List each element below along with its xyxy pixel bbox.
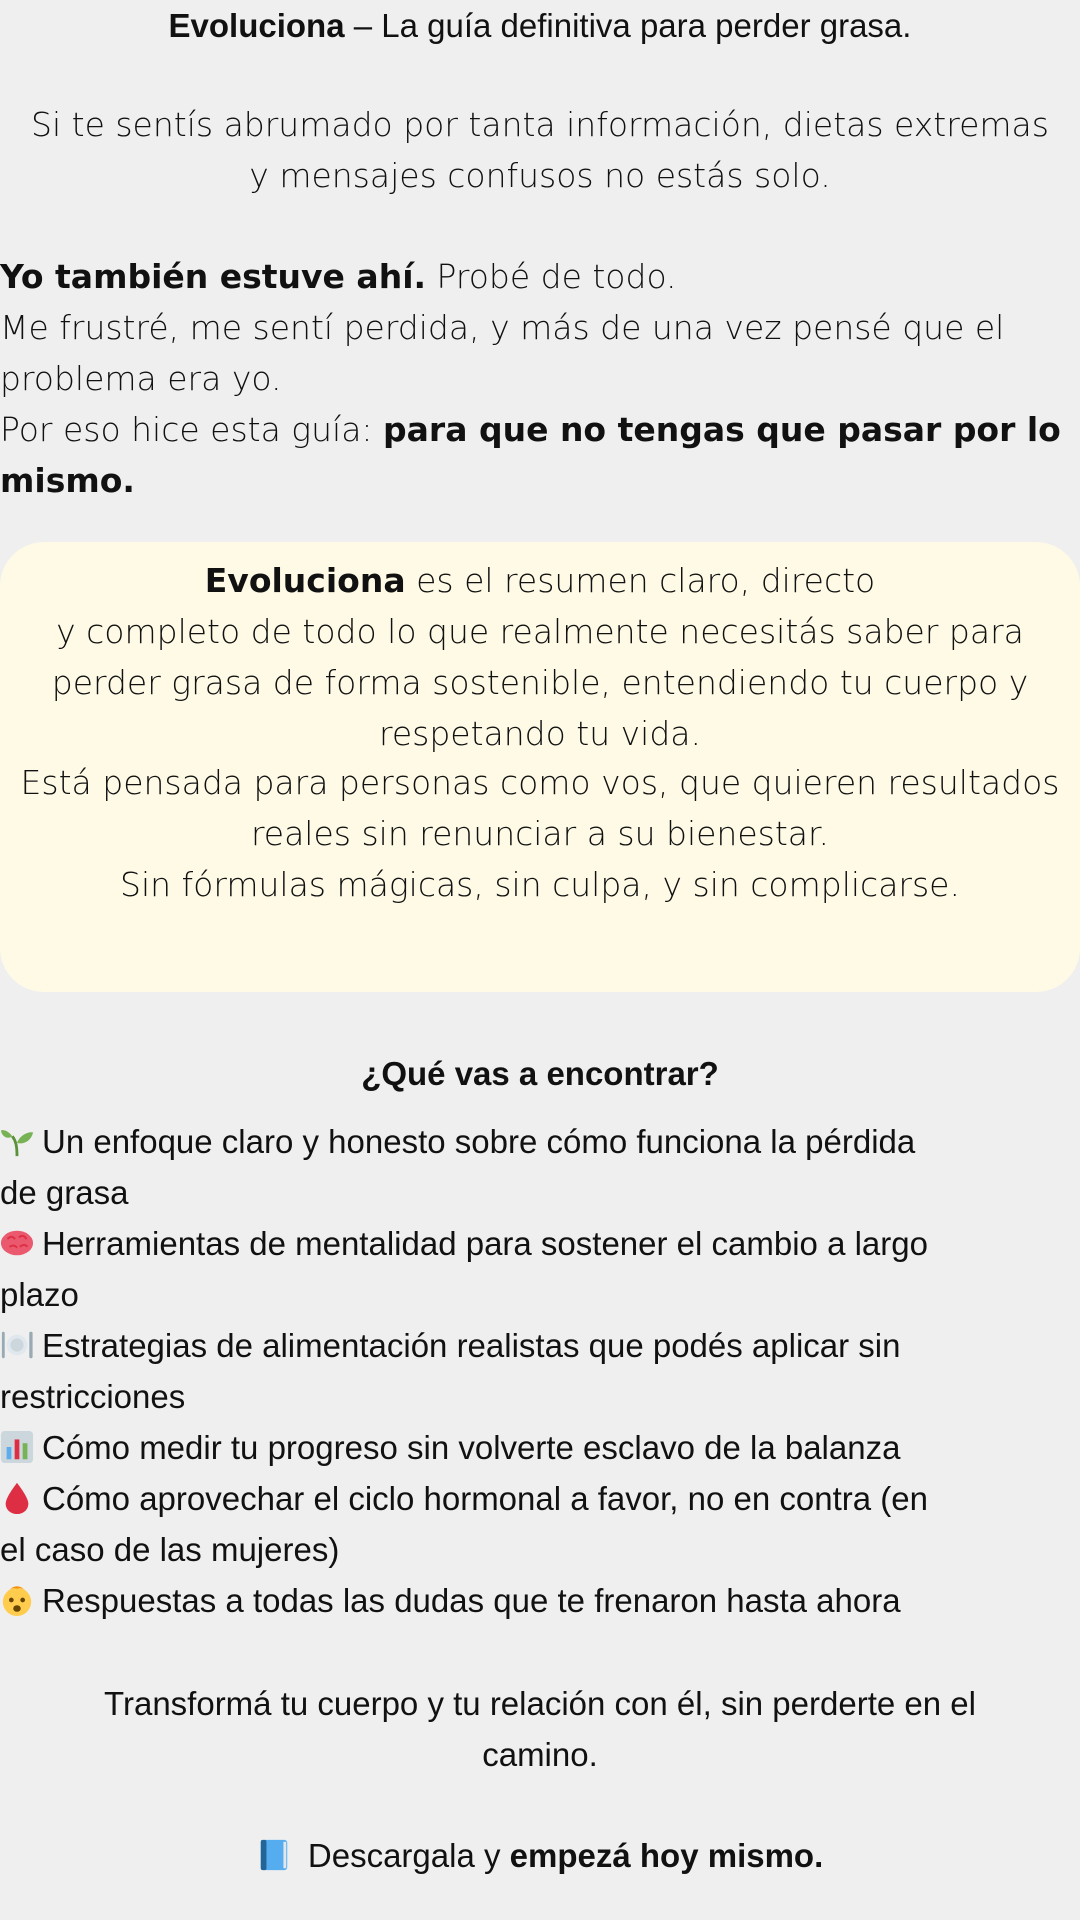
- feature-item: [0, 1218, 1080, 1320]
- summary-top: [0, 555, 1080, 759]
- summary-brand: Evoluciona: [204, 561, 406, 600]
- story-bold: para que no tengas que pasar por lo: [383, 410, 1061, 449]
- story-line: Me frustré, me sentí perdida, y más de una vez pensé que el: [0, 308, 1005, 347]
- feature-text: Herramientas de mentalidad para sostener el cambio a largo: [42, 1225, 928, 1262]
- feature-text: Un enfoque claro y honesto sobre cómo funciona la pérdida: [42, 1123, 916, 1160]
- feature-text: plazo: [0, 1276, 79, 1313]
- brain-icon: [0, 1226, 34, 1260]
- feature-text: de grasa: [0, 1174, 129, 1211]
- blue-book-icon: [257, 1838, 291, 1872]
- feature-item: [0, 1422, 1080, 1473]
- intro-line: Si te sentís abrumado por tanta información, dietas extremas: [31, 105, 1049, 144]
- feature-text: Cómo aprovechar el ciclo hormonal a favor, no en contra (en: [42, 1480, 928, 1517]
- summary-line: reales sin renunciar a su bienestar.: [250, 814, 830, 853]
- feature-text: Estrategias de alimentación realistas que podés aplicar sin: [42, 1327, 901, 1364]
- seedling-icon: [0, 1124, 34, 1158]
- story-text: Por eso hice esta guía:: [0, 410, 384, 449]
- feature-text: Respuestas a todas las dudas que te frenaron hasta ahora: [42, 1582, 901, 1619]
- summary-card: [0, 542, 1080, 992]
- feature-item: [0, 1473, 1080, 1575]
- closing-line: camino.: [482, 1736, 598, 1773]
- story-line: problema era yo.: [0, 359, 282, 398]
- closing-line: Transformá tu cuerpo y tu relación con él, sin perderte en el: [104, 1685, 976, 1722]
- brand-name: Evoluciona: [168, 7, 345, 44]
- summary-line: y completo de todo lo que realmente necesitás saber para: [56, 612, 1024, 651]
- feature-text: el caso de las mujeres): [0, 1531, 340, 1568]
- features-list: [0, 1116, 1080, 1626]
- summary-line: [0, 555, 1080, 606]
- feature-text: restricciones: [0, 1378, 186, 1415]
- summary-line: respetando tu vida.: [379, 714, 701, 753]
- story-line: [0, 251, 1080, 302]
- summary-line: perder grasa de forma sostenible, entendiendo tu cuerpo y: [51, 663, 1029, 702]
- story-text: Probé de todo.: [426, 257, 677, 296]
- bar-chart-icon: [0, 1430, 34, 1464]
- feature-item: [0, 1575, 1080, 1626]
- story-section: [0, 251, 1080, 506]
- drop-of-blood-icon: [0, 1481, 34, 1515]
- intro-line: y mensajes confusos no estás solo.: [249, 156, 831, 195]
- story-line: [0, 404, 1080, 455]
- summary-bottom: [0, 757, 1080, 910]
- feature-item: [0, 1116, 1080, 1218]
- closing-section: [0, 1678, 1080, 1780]
- page-title: [0, 0, 1080, 51]
- story-bold: Yo también estuve ahí.: [0, 257, 427, 296]
- exploding-head-icon: [0, 1583, 34, 1617]
- cta-bold-text: empezá hoy mismo.: [509, 1837, 824, 1874]
- summary-line: Sin fórmulas mágicas, sin culpa, y sin complicarse.: [120, 865, 960, 904]
- cta-text: Descargala y: [298, 1837, 510, 1874]
- summary-text: es el resumen claro, directo: [405, 561, 876, 600]
- intro-section: [0, 99, 1080, 201]
- summary-line: Está pensada para personas como vos, que quieren resultados: [20, 763, 1060, 802]
- call-to-action: [0, 1830, 1080, 1881]
- features-title: ¿Qué vas a encontrar?: [361, 1055, 719, 1092]
- fork-knife-plate-icon: [0, 1328, 34, 1362]
- feature-item: [0, 1320, 1080, 1422]
- story-line: mismo.: [0, 461, 135, 500]
- title-tagline: – La guía definitiva para perder grasa.: [344, 7, 912, 44]
- feature-text: Cómo medir tu progreso sin volverte esclavo de la balanza: [42, 1429, 901, 1466]
